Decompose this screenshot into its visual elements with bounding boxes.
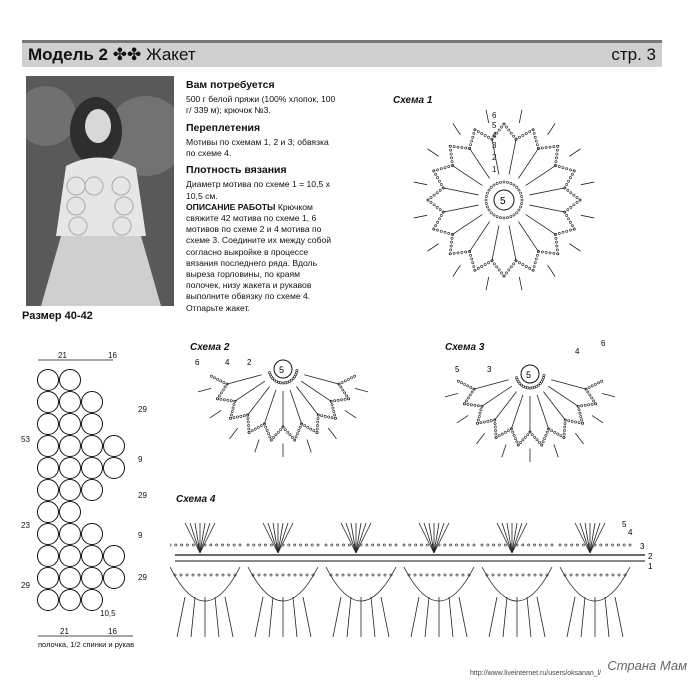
schema-2-diagram [175,355,405,495]
schema-1-center: 5 [500,196,506,207]
s2-row-4: 4 [225,358,230,367]
schema-3-diagram [425,340,645,490]
dim-right-2: 9 [138,455,143,464]
s3-row-5: 5 [455,365,460,374]
dim-top-1: 21 [58,352,67,360]
s4-row-2: 2 [648,552,653,561]
dim-right-5: 29 [138,573,147,582]
dim-right-3: 29 [138,491,147,500]
s3-row-3: 3 [487,365,492,374]
s1-row-5: 5 [492,121,497,130]
source-url: http://www.liveinternet.ru/users/oksanan_l/ [470,670,602,677]
s3-row-4: 4 [575,347,580,356]
gauge-title: Плотность вязания [186,164,287,177]
s1-row-4: 4 [492,131,497,140]
model-name: Модель 2 [28,45,108,64]
assembly-pattern [18,352,168,642]
schema-1-label: Схема 1 [393,95,433,106]
page-number: стр. 3 [611,45,656,64]
s1-row-1: 1 [492,165,497,174]
dim-right-4: 9 [138,531,143,540]
size-label: Размер 40-42 [22,310,93,322]
dim-right-6: 10,5 [100,609,116,618]
dim-left-2: 23 [21,521,30,530]
dim-bottom-2: 16 [108,627,117,636]
s1-row-3: 3 [492,141,497,150]
dim-top-2: 16 [108,352,117,360]
schema-4-diagram [170,505,660,655]
page-header [22,40,662,67]
schema-1-diagram [380,88,630,308]
description-title: ОПИСАНИЕ РАБОТЫ [186,201,276,212]
s4-row-4: 4 [628,528,633,537]
description-text: Крючком свяжите 42 мотива по схеме 1, 6 мотивов по схеме 2 и 4 мотива по схеме 3. Соедините их между собой согласно выкройке в процессе вязания последнего ряда. Вдоль выреза горловины, по краям полочек, низу жакета и рукавов выполните обвязку по схеме 4. Отпарьте жакет. [186,201,332,313]
model-photo [26,76,174,306]
dim-left-1: 53 [21,435,30,444]
s2-row-6: 6 [195,358,200,367]
stitches-text: Мотивы по схемам 1, 2 и 3; обвязка по схеме 4. [186,136,329,159]
pattern-caption: полочка, 1/2 спинки и рукав [38,640,135,649]
s2-row-2: 2 [247,358,252,367]
s3-center: 5 [526,370,532,380]
site-watermark: Страна Мам [607,658,687,673]
s3-row-6: 6 [601,340,606,348]
s4-row-3: 3 [640,542,645,551]
s2-center: 5 [279,365,285,375]
s4-row-5: 5 [622,520,627,529]
model-mark: ✤✤ [112,45,142,64]
dim-left-3: 29 [21,581,30,590]
garment-name: Жакет [145,45,196,64]
dim-right-1: 29 [138,405,147,414]
stitches-title: Переплетения [186,121,261,134]
s1-row-6: 6 [492,111,497,120]
gauge-value: Диаметр мотива по схеме 1 = 10,5 x 10,5 см. [186,179,330,201]
schema-4-label: Схема 4 [176,494,216,505]
gauge-text [186,179,336,313]
s1-row-2: 2 [492,153,497,162]
header-title [28,45,196,65]
materials-title: Вам потребуется [186,79,275,91]
schema-2-label: Схема 2 [190,342,230,353]
materials-text: 500 г белой пряжи (100% хлопок, 100 г/ 339 м); крючок №3. [186,94,336,116]
s4-row-1: 1 [648,562,653,571]
schema-3-label: Схема 3 [445,342,485,353]
instructions [186,78,336,320]
dim-bottom-1: 21 [60,627,69,636]
